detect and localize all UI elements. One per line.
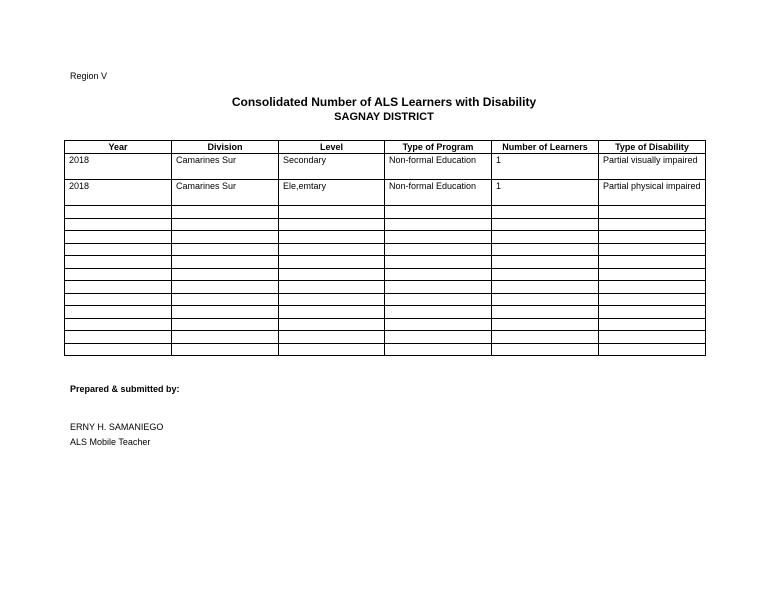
learners-table (64, 140, 706, 356)
document-subtitle: SAGNAY DISTRICT (334, 111, 434, 123)
preparer-name: ERNY H. SAMANIEGO (70, 422, 164, 432)
empty-cell (599, 218, 706, 231)
cell-type-of-disability: Partial physical impaired (599, 180, 706, 206)
empty-cell (385, 218, 492, 231)
empty-cell (172, 331, 279, 344)
empty-cell (599, 256, 706, 269)
column-header-number-of-learners: Number of Learners (492, 141, 599, 154)
empty-cell (492, 243, 599, 256)
empty-cell (492, 218, 599, 231)
empty-cell (65, 293, 172, 306)
table-row-empty (65, 306, 706, 319)
table-row-empty (65, 218, 706, 231)
cell-number-of-learners: 1 (492, 180, 599, 206)
empty-cell (65, 256, 172, 269)
cell-type-of-disability: Partial visually impaired (599, 154, 706, 180)
empty-cell (172, 318, 279, 331)
table-row-empty (65, 281, 706, 294)
cell-level: Ele,emtary (279, 180, 385, 206)
empty-cell (279, 306, 385, 319)
empty-cell (492, 293, 599, 306)
empty-cell (599, 243, 706, 256)
empty-cell (172, 243, 279, 256)
empty-cell (172, 306, 279, 319)
table-row-empty (65, 206, 706, 219)
cell-number-of-learners: 1 (492, 154, 599, 180)
empty-cell (172, 206, 279, 219)
empty-cell (599, 281, 706, 294)
empty-cell (172, 256, 279, 269)
empty-cell (492, 256, 599, 269)
title-block (0, 95, 768, 125)
empty-cell (385, 331, 492, 344)
empty-cell (599, 343, 706, 356)
table-row-empty (65, 268, 706, 281)
table-row-empty (65, 293, 706, 306)
cell-division: Camarines Sur (172, 154, 279, 180)
cell-year: 2018 (65, 154, 172, 180)
empty-cell (172, 281, 279, 294)
empty-cell (599, 268, 706, 281)
empty-cell (385, 231, 492, 244)
cell-type-of-program: Non-formal Education (385, 180, 492, 206)
empty-cell (65, 306, 172, 319)
empty-cell (172, 343, 279, 356)
empty-cell (65, 343, 172, 356)
empty-cell (385, 318, 492, 331)
empty-cell (492, 206, 599, 219)
prepared-by-label: Prepared & submitted by: (70, 384, 180, 394)
empty-cell (279, 256, 385, 269)
empty-cell (172, 293, 279, 306)
empty-cell (599, 306, 706, 319)
empty-cell (65, 281, 172, 294)
region-label: Region V (70, 71, 108, 81)
empty-cell (172, 231, 279, 244)
column-header-level: Level (279, 141, 385, 154)
cell-type-of-program: Non-formal Education (385, 154, 492, 180)
empty-cell (492, 268, 599, 281)
table-row-empty (65, 231, 706, 244)
column-header-year: Year (65, 141, 172, 154)
empty-cell (599, 231, 706, 244)
empty-cell (172, 268, 279, 281)
empty-cell (492, 231, 599, 244)
empty-cell (385, 281, 492, 294)
empty-cell (279, 343, 385, 356)
table-row-empty (65, 256, 706, 269)
empty-cell (385, 306, 492, 319)
empty-cell (65, 318, 172, 331)
empty-cell (279, 293, 385, 306)
column-header-type-of-program: Type of Program (385, 141, 492, 154)
table-row (65, 180, 706, 206)
empty-cell (385, 268, 492, 281)
preparer-position: ALS Mobile Teacher (70, 437, 151, 447)
empty-cell (65, 231, 172, 244)
table-row-empty (65, 331, 706, 344)
table-row-empty (65, 318, 706, 331)
empty-cell (279, 268, 385, 281)
empty-cell (279, 231, 385, 244)
empty-cell (279, 218, 385, 231)
empty-cell (492, 306, 599, 319)
empty-cell (279, 281, 385, 294)
empty-cell (279, 318, 385, 331)
empty-cell (65, 268, 172, 281)
empty-cell (279, 243, 385, 256)
empty-cell (599, 318, 706, 331)
empty-cell (385, 343, 492, 356)
empty-cell (599, 293, 706, 306)
empty-cell (385, 256, 492, 269)
empty-cell (385, 206, 492, 219)
cell-division: Camarines Sur (172, 180, 279, 206)
empty-cell (492, 343, 599, 356)
table-row-empty (65, 343, 706, 356)
empty-cell (65, 331, 172, 344)
document-title: Consolidated Number of ALS Learners with Disability (231, 95, 537, 109)
empty-cell (65, 206, 172, 219)
cell-level: Secondary (279, 154, 385, 180)
empty-cell (492, 318, 599, 331)
empty-cell (65, 243, 172, 256)
empty-cell (385, 243, 492, 256)
cell-year: 2018 (65, 180, 172, 206)
empty-cell (599, 331, 706, 344)
empty-cell (492, 281, 599, 294)
empty-cell (65, 218, 172, 231)
empty-cell (385, 293, 492, 306)
table-row-empty (65, 243, 706, 256)
table-row (65, 154, 706, 180)
empty-cell (599, 206, 706, 219)
empty-cell (492, 331, 599, 344)
empty-cell (279, 206, 385, 219)
empty-cell (172, 218, 279, 231)
table-header-row (65, 141, 706, 154)
empty-cell (279, 331, 385, 344)
column-header-division: Division (172, 141, 279, 154)
column-header-type-of-disability: Type of Disability (599, 141, 706, 154)
